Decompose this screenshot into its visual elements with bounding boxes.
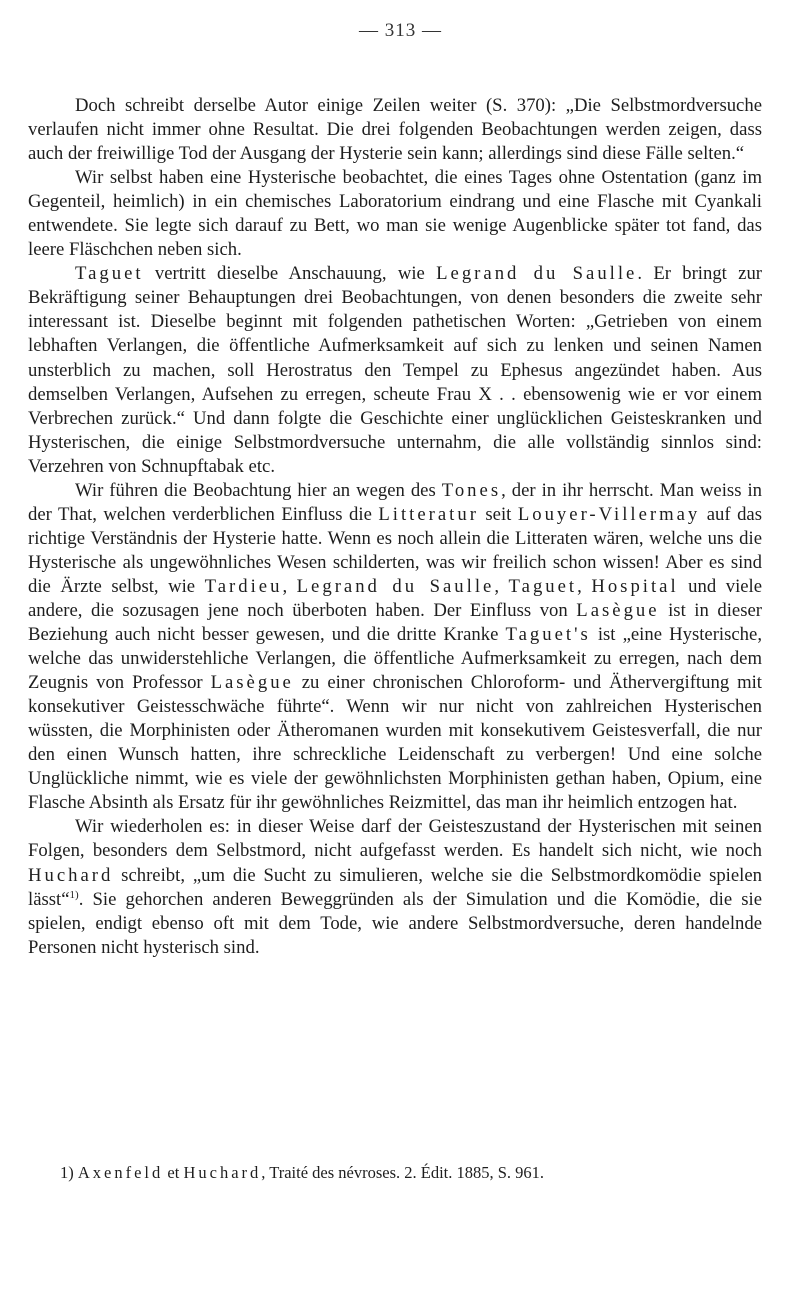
spaced-name: Louyer-Villermay xyxy=(517,503,701,525)
spaced-name: Legrand du Saulle xyxy=(436,263,638,285)
spaced-name: Axenfeld xyxy=(77,1163,164,1182)
spaced-name: Legrand du Saulle xyxy=(296,575,495,597)
text-run: seit xyxy=(478,503,518,525)
spaced-name: Hospital xyxy=(591,575,679,597)
text-run: zu einer chronischen Chloroform- und Äthervergiftung mit konsekutiver Geistesschwäche führte“. Wenn wir nur nicht von zahlreichen Hysterischen wüssten, die Morphinisten oder Ätheromanen wurden mit konsekutivem Geistesverfall, die nur den einen Wunsch hatten, ihre schreckliche Leidenschaft zu verbergen! Und eine solche Unglückliche nimmt, wie es viele der gewöhnlichsten Morphinisten gethan haben, Opium, eine Flasche Absinth als Ersatz für ihr gewöhnliches Reizmittel, das man ihr heimlich entzogen hat. xyxy=(28,672,762,814)
spaced-name: Tones xyxy=(441,479,502,501)
text-run: . Er bringt zur Bekräftigung seiner Behauptungen drei Beobachtungen, von denen besonders die zweite sehr interessant ist. Dieselbe beginnt mit folgenden pathetischen Worten: „Getrieben von einem lebhaften Verlangen, die öffentliche Aufmerksamkeit auf sich zu lenken und seinen Namen unsterblich zu machen, soll Herostratus den Tempel zu Ephesus angezündet haben. Aus demselben Verlangen, Aufsehen zu erregen, scheute Frau X . . ebensowenig wie er vor einem Verbrechen zurück.“ Und dann folgte die Geschichte einer unglücklichen Geisteskranken und Hysterischen, die einige Selbstmordversuche unternahm, die alle vollständig sinnlos sind: Verzehren von Schnupftabak etc. xyxy=(28,263,763,477)
footnote-reference: 1) xyxy=(69,888,79,901)
spaced-name: Lasègue xyxy=(576,599,660,621)
text-run: ist „eine Hysterische, welche das unwiderstehliche Verlangen, die öffentliche Aufmerksamkeit zu erregen, nach dem Zeugnis von Professor xyxy=(28,624,762,694)
footnote-text xyxy=(78,1163,544,1182)
spaced-name: Taguet's xyxy=(505,624,591,646)
footnote xyxy=(60,1162,760,1184)
footnote-marker: 1) xyxy=(60,1163,74,1182)
spaced-name: Taguet xyxy=(75,263,144,285)
spaced-name: Taguet xyxy=(508,575,578,597)
spaced-name: Huchard xyxy=(183,1163,262,1182)
text-run: , der in ihr herrscht. Man weiss in der That, welchen verderblichen Einfluss die xyxy=(28,479,762,525)
text-run: Wir führen die Beobachtung hier an wegen des xyxy=(75,479,442,501)
text-run: , xyxy=(282,575,297,597)
paragraph xyxy=(28,262,762,478)
text-run: Wir wiederholen es: in dieser Weise darf der Geisteszustand der Hysterischen mit seinen Folgen, besonders dem Selbstmord, nicht aufgefasst werden. Es handelt sich nicht, wie noch xyxy=(28,816,762,862)
text-run: vertritt dieselbe Anschauung, wie xyxy=(143,263,437,285)
body-text xyxy=(28,94,762,960)
text-run: . Sie gehorchen anderen Beweggründen als der Simulation und die Komödie, die sie spielen, endigt ebenso oft mit dem Tode, wie andere Selbstmordversuche, deren handelnde Personen nicht hysterisch sind. xyxy=(28,888,762,958)
paragraph xyxy=(28,94,762,166)
text-run: , Traité des névroses. 2. Édit. 1885, S. 961. xyxy=(261,1163,545,1182)
text-run: , xyxy=(577,575,592,597)
page-number: — 313 — xyxy=(359,20,442,41)
text-run: ist in dieser Beziehung auch nicht besser gewesen, und die dritte Kranke xyxy=(28,599,763,646)
spaced-name: Litteratur xyxy=(378,503,479,525)
text-run: auf das richtige Verständnis der Hysterie hatte. Wenn es noch allein die Litteraten wären, welche uns die Hysterische als ungewöhnliches Wesen schilderten, was wir freilich schon wissen! Aber es sind die Ärzte selbst, wie xyxy=(28,503,762,597)
text-run: schreibt, „um die Sucht zu simulieren, welche sie die Selbstmordkomödie spielen lässt“ xyxy=(28,864,762,910)
text-run: , xyxy=(494,575,509,597)
text-run: und viele andere, die sozusagen jene noch überboten haben. Der Einfluss von xyxy=(28,575,763,621)
text-run: Doch schreibt derselbe Autor einige Zeilen weiter (S. 370): „Die Selbstmordversuche verlaufen nicht immer ohne Resultat. Die drei folgenden Beobachtungen werden zeigen, dass auch der freiwillige Tod der Ausgang der Hysterie sein kann; allerdings sind diese Fälle selten.“ xyxy=(28,95,762,165)
spaced-name: Lasègue xyxy=(210,672,294,694)
paragraph xyxy=(28,815,762,959)
spaced-name: Tardieu xyxy=(204,575,283,597)
text-run: Wir selbst haben eine Hysterische beobachtet, die eines Tages ohne Ostentation (ganz im Gegenteil, heimlich) in ein chemisches Laboratorium eindrang und eine Flasche mit Cyankali entwendete. Sie legte sich darauf zu Bett, wo man sie wenige Augenblicke später tot fand, das leere Fläschchen neben sich. xyxy=(28,167,762,261)
spaced-name: Huchard xyxy=(28,864,114,886)
text-run: et xyxy=(163,1163,184,1182)
paragraph xyxy=(28,166,762,262)
paragraph xyxy=(28,479,762,816)
